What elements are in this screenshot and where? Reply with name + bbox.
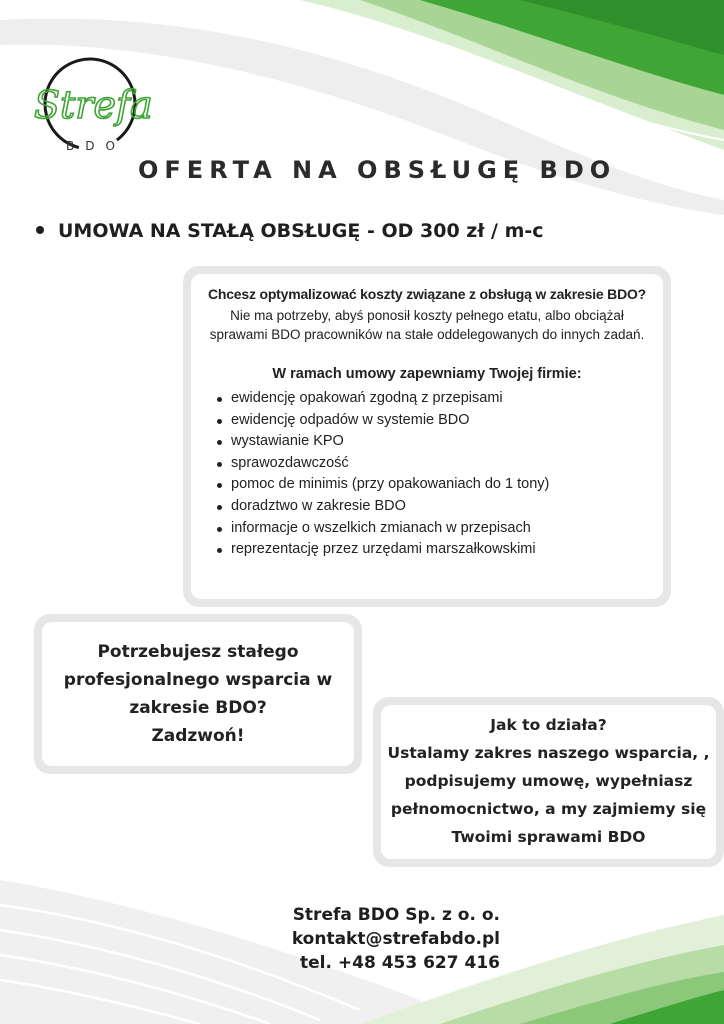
bullet-icon [36, 226, 44, 234]
company-name: Strefa BDO Sp. z o. o. [292, 905, 500, 925]
support-box [34, 614, 362, 774]
support-line: zakresie BDO? [129, 698, 267, 718]
support-line: Potrzebujesz stałego [97, 642, 299, 662]
logo-bdo-text: BDO [66, 139, 126, 153]
contact-phone[interactable]: tel. +48 453 627 416 [300, 953, 500, 973]
list-item: doradztwo w zakresie BDO [217, 496, 671, 518]
offer-details-content [183, 286, 671, 561]
list-item: pomoc de minimis (przy opakowaniach do 1 tony) [217, 474, 671, 496]
offer-question: Chcesz optymalizować koszty związane z obsługą w zakresie BDO? [207, 286, 647, 302]
offer-subheading: W ramach umowy zapewniamy Twojej firmie: [272, 366, 582, 382]
offer-headline [36, 220, 544, 242]
list-item: ewidencję odpadów w systemie BDO [217, 410, 671, 432]
offer-description: Nie ma potrzeby, abyś ponosił koszty pełnego etatu, albo obciążał sprawami BDO pracowników na stałe oddelegowanych do innych zadań. [209, 308, 645, 342]
logo-script: Strefa [34, 83, 153, 127]
list-item: ewidencję opakowań zgodną z przepisami [217, 388, 671, 410]
support-line: profesjonalnego wsparcia w [63, 670, 333, 690]
page-title: OFERTA NA OBSŁUGĘ BDO [138, 156, 617, 184]
how-line: Ustalamy zakres naszego wsparcia, , [387, 744, 710, 762]
support-text [34, 638, 362, 750]
list-item: reprezentację przez urzędami marszałkowskimi [217, 539, 671, 561]
services-list [183, 388, 671, 561]
how-line: pełnomocnictwo, a my zajmiemy się [390, 800, 707, 818]
how-line: podpisujemy umowę, wypełniasz [404, 772, 693, 790]
how-it-works-box [373, 697, 724, 867]
offer-headline-text: UMOWA NA STAŁĄ OBSŁUGĘ - OD 300 zł / m-c [58, 220, 544, 242]
contact-block [180, 903, 500, 975]
how-line: Twoimi sprawami BDO [451, 828, 646, 846]
list-item: informacje o wszelkich zmianach w przepisach [217, 518, 671, 540]
contact-email[interactable]: kontakt@strefabdo.pl [291, 929, 500, 949]
how-line: Jak to działa? [490, 716, 607, 734]
list-item: wystawianie KPO [217, 431, 671, 453]
offer-details-box [183, 266, 671, 607]
list-item: sprawozdawczość [217, 453, 671, 475]
how-it-works-text [373, 711, 724, 851]
support-line: Zadzwoń! [151, 726, 245, 746]
